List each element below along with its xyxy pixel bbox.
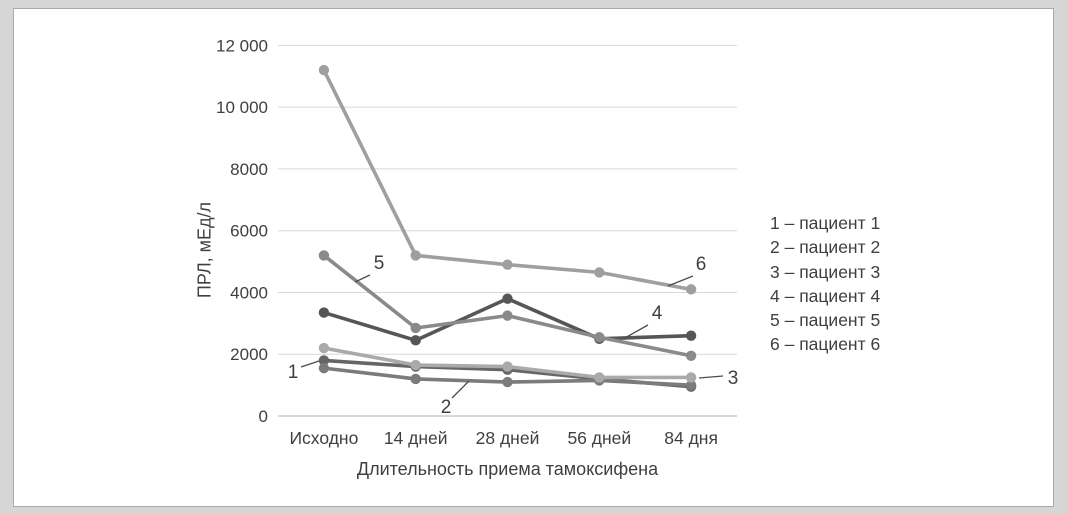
series-5-marker [502,310,512,320]
series-annotation-leader [355,275,370,282]
series-2-marker [411,374,421,384]
series-6-marker [502,259,512,269]
series-2-marker [502,377,512,387]
y-tick-label: 2000 [230,345,268,365]
series-4-marker [411,335,421,345]
x-tick-label: 56 дней [567,428,632,448]
series-annotation-label: 1 [287,362,299,383]
y-tick-label: 8000 [230,159,268,179]
x-tick-label: 28 дней [475,428,540,448]
x-tick-label: 84 дня [664,428,718,448]
series-annotation-leader [301,361,319,367]
series-annotation-label: 5 [373,253,385,274]
y-axis-title: ПРЛ, мЕд/л [194,201,215,299]
series-3-marker [594,372,604,382]
series-3-marker [411,360,421,370]
series-6-marker [319,65,329,75]
series-4-marker [502,293,512,303]
legend-item: 3 – пациент 3 [770,261,881,282]
series-annotation-leader [668,276,693,286]
series-4-marker [686,331,696,341]
series-annotation-label: 4 [651,303,663,324]
series-annotation-label: 2 [440,397,452,418]
series-5-marker [411,323,421,333]
y-tick-label: 10 000 [216,98,268,118]
legend-item: 1 – пациент 1 [770,213,881,233]
series-2-marker [319,363,329,373]
legend-item: 2 – пациент 2 [770,237,881,258]
x-tick-label: Исходно [289,428,359,448]
series-6-marker [686,284,696,294]
series-5-marker [319,250,329,260]
x-axis-title: Длительность приема тамоксифена [356,459,659,479]
series-3-marker [319,343,329,353]
y-tick-label: 6000 [230,221,268,241]
series-6-marker [411,250,421,260]
legend-item: 4 – пациент 4 [770,285,881,306]
series-4-marker [319,307,329,317]
y-tick-label: 12 000 [216,36,268,56]
series-5-marker [686,351,696,361]
series-3-marker [686,372,696,382]
series-annotation-label: 6 [695,254,707,275]
series-3-marker [502,361,512,371]
x-tick-label: 14 дней [383,428,448,448]
series-6-marker [594,267,604,277]
legend-item: 6 – пациент 6 [770,334,881,355]
series-annotation-leader [452,381,469,398]
chart-legend [770,211,880,357]
y-tick-label: 0 [258,407,268,426]
legend-item: 5 – пациент 5 [770,310,881,331]
series-5-marker [594,332,604,342]
series-annotation-leader [699,376,723,378]
series-annotation-label: 3 [727,368,739,389]
y-tick-label: 4000 [230,283,268,303]
